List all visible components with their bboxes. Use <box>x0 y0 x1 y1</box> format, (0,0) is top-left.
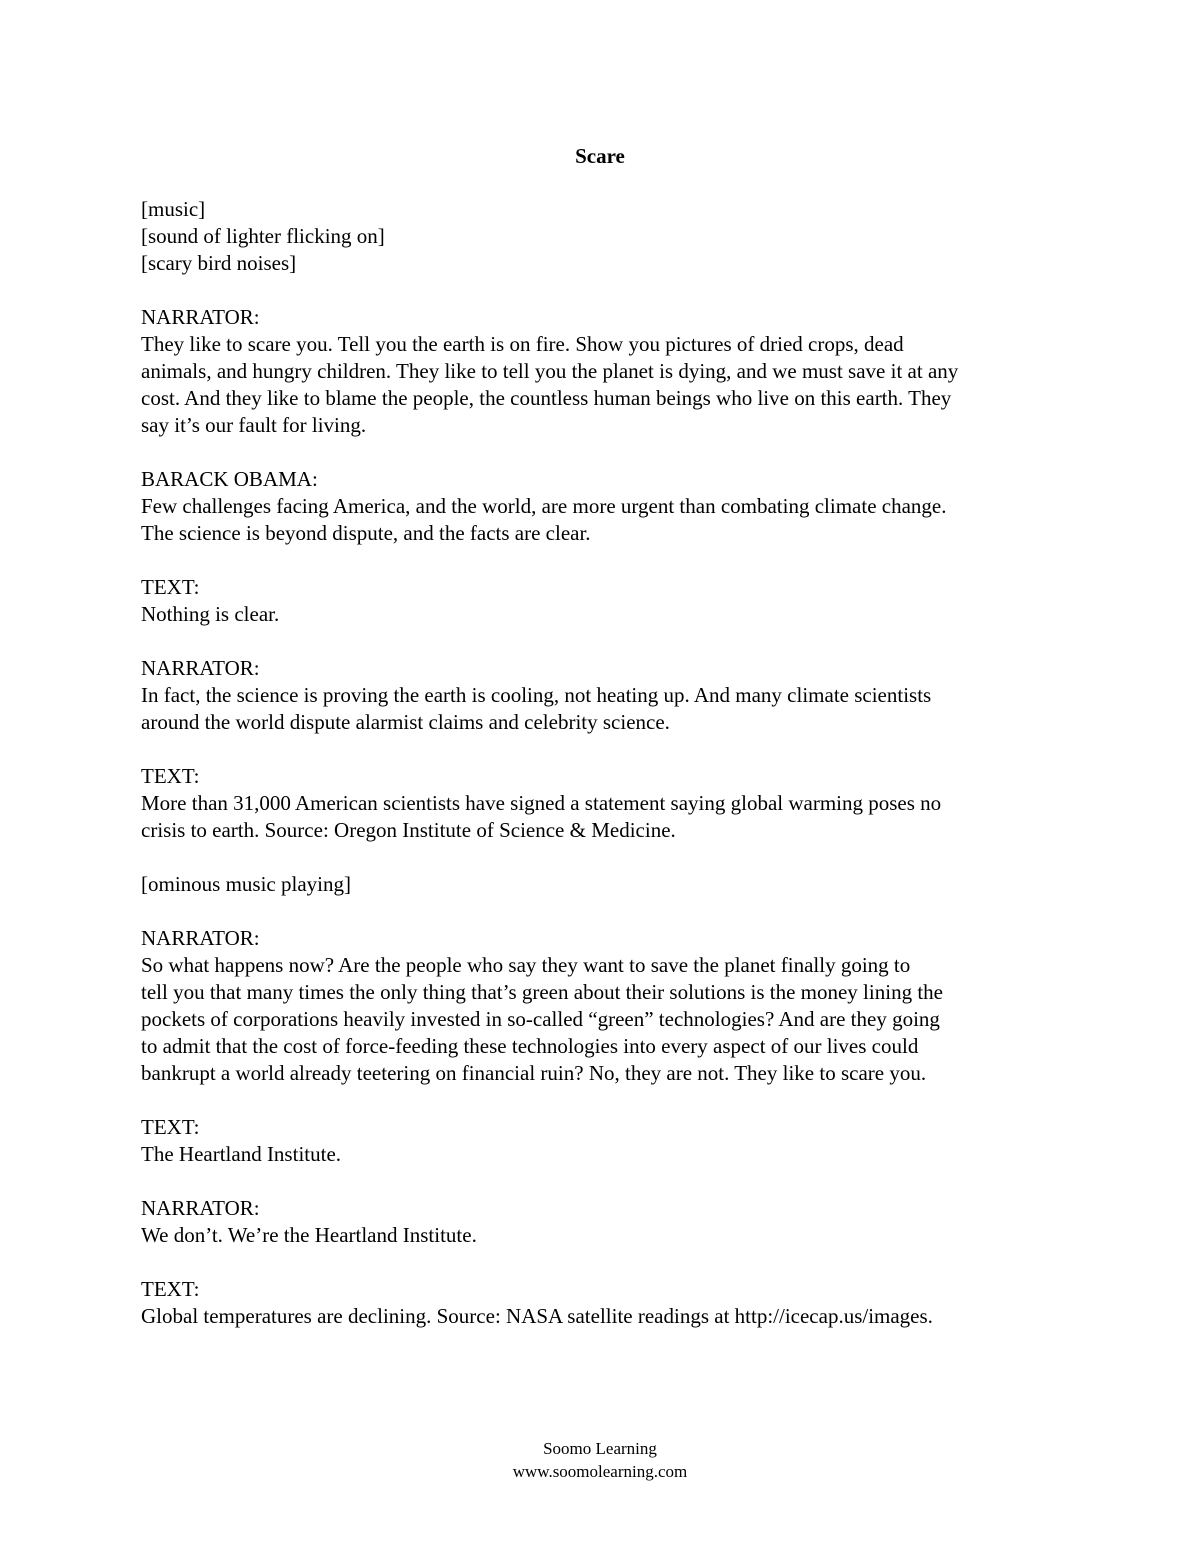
dialogue-line: More than 31,000 American scientists have signed a statement saying global warming poses no <box>141 791 942 815</box>
intro-stage-directions <box>141 196 1071 277</box>
dialogue-line: say it’s our fault for living. <box>141 413 367 437</box>
transcript-block <box>141 655 1071 736</box>
transcript-block <box>141 466 1071 547</box>
dialogue-line: to admit that the cost of force-feeding these technologies into every aspect of our lives could <box>141 1034 919 1058</box>
transcript-block <box>141 1114 1071 1168</box>
dialogue-line: cost. And they like to blame the people, the countless human beings who live on this earth. They <box>141 386 952 410</box>
dialogue-line: tell you that many times the only thing that’s green about their solutions is the money lining the <box>141 980 943 1004</box>
speaker-label: NARRATOR: <box>141 305 260 329</box>
dialogue-line: animals, and hungry children. They like to tell you the planet is dying, and we must save it at any <box>141 359 959 383</box>
transcript-block <box>141 1195 1071 1249</box>
dialogue-line: Global temperatures are declining. Source: NASA satellite readings at http://icecap.us/images. <box>141 1304 933 1328</box>
dialogue-line: We don’t. We’re the Heartland Institute. <box>141 1223 477 1247</box>
dialogue-line: The Heartland Institute. <box>141 1142 342 1166</box>
speaker-label: TEXT: <box>141 764 200 788</box>
transcript-block <box>141 304 1071 439</box>
transcript-block <box>141 925 1071 1087</box>
dialogue-line: Nothing is clear. <box>141 602 280 626</box>
transcript-block <box>141 574 1071 628</box>
speaker-label: NARRATOR: <box>141 926 260 950</box>
dialogue-line: pockets of corporations heavily invested in so-called “green” technologies? And are they going <box>141 1007 940 1031</box>
dialogue-line: crisis to earth. Source: Oregon Institute of Science & Medicine. <box>141 818 676 842</box>
speaker-label: NARRATOR: <box>141 1196 260 1220</box>
stage-direction-block <box>141 871 1071 898</box>
speaker-label: TEXT: <box>141 1115 200 1139</box>
footer-organization: Soomo Learning <box>543 1439 657 1458</box>
document-title: Scare <box>575 144 625 168</box>
dialogue-line: In fact, the science is proving the earth is cooling, not heating up. And many climate scientists <box>141 683 932 707</box>
stage-direction: [ominous music playing] <box>141 872 351 896</box>
stage-direction: [music] <box>141 197 206 221</box>
footer-website: www.soomolearning.com <box>512 1462 688 1481</box>
dialogue-line: bankrupt a world already teetering on financial ruin? No, they are not. They like to scare you. <box>141 1061 927 1085</box>
page-footer <box>0 1437 1200 1483</box>
dialogue-line: Few challenges facing America, and the world, are more urgent than combating climate change. <box>141 494 947 518</box>
dialogue-line: They like to scare you. Tell you the earth is on fire. Show you pictures of dried crops, dead <box>141 332 904 356</box>
speaker-label: BARACK OBAMA: <box>141 467 318 491</box>
transcript-block <box>141 763 1071 844</box>
speaker-label: TEXT: <box>141 575 200 599</box>
stage-direction: [scary bird noises] <box>141 251 297 275</box>
dialogue-line: around the world dispute alarmist claims and celebrity science. <box>141 710 670 734</box>
stage-direction: [sound of lighter flicking on] <box>141 224 385 248</box>
dialogue-line: The science is beyond dispute, and the facts are clear. <box>141 521 591 545</box>
dialogue-line: So what happens now? Are the people who say they want to save the planet finally going to <box>141 953 911 977</box>
speaker-label: NARRATOR: <box>141 656 260 680</box>
speaker-label: TEXT: <box>141 1277 200 1301</box>
transcript-body <box>141 196 1071 1357</box>
transcript-block <box>141 1276 1071 1330</box>
